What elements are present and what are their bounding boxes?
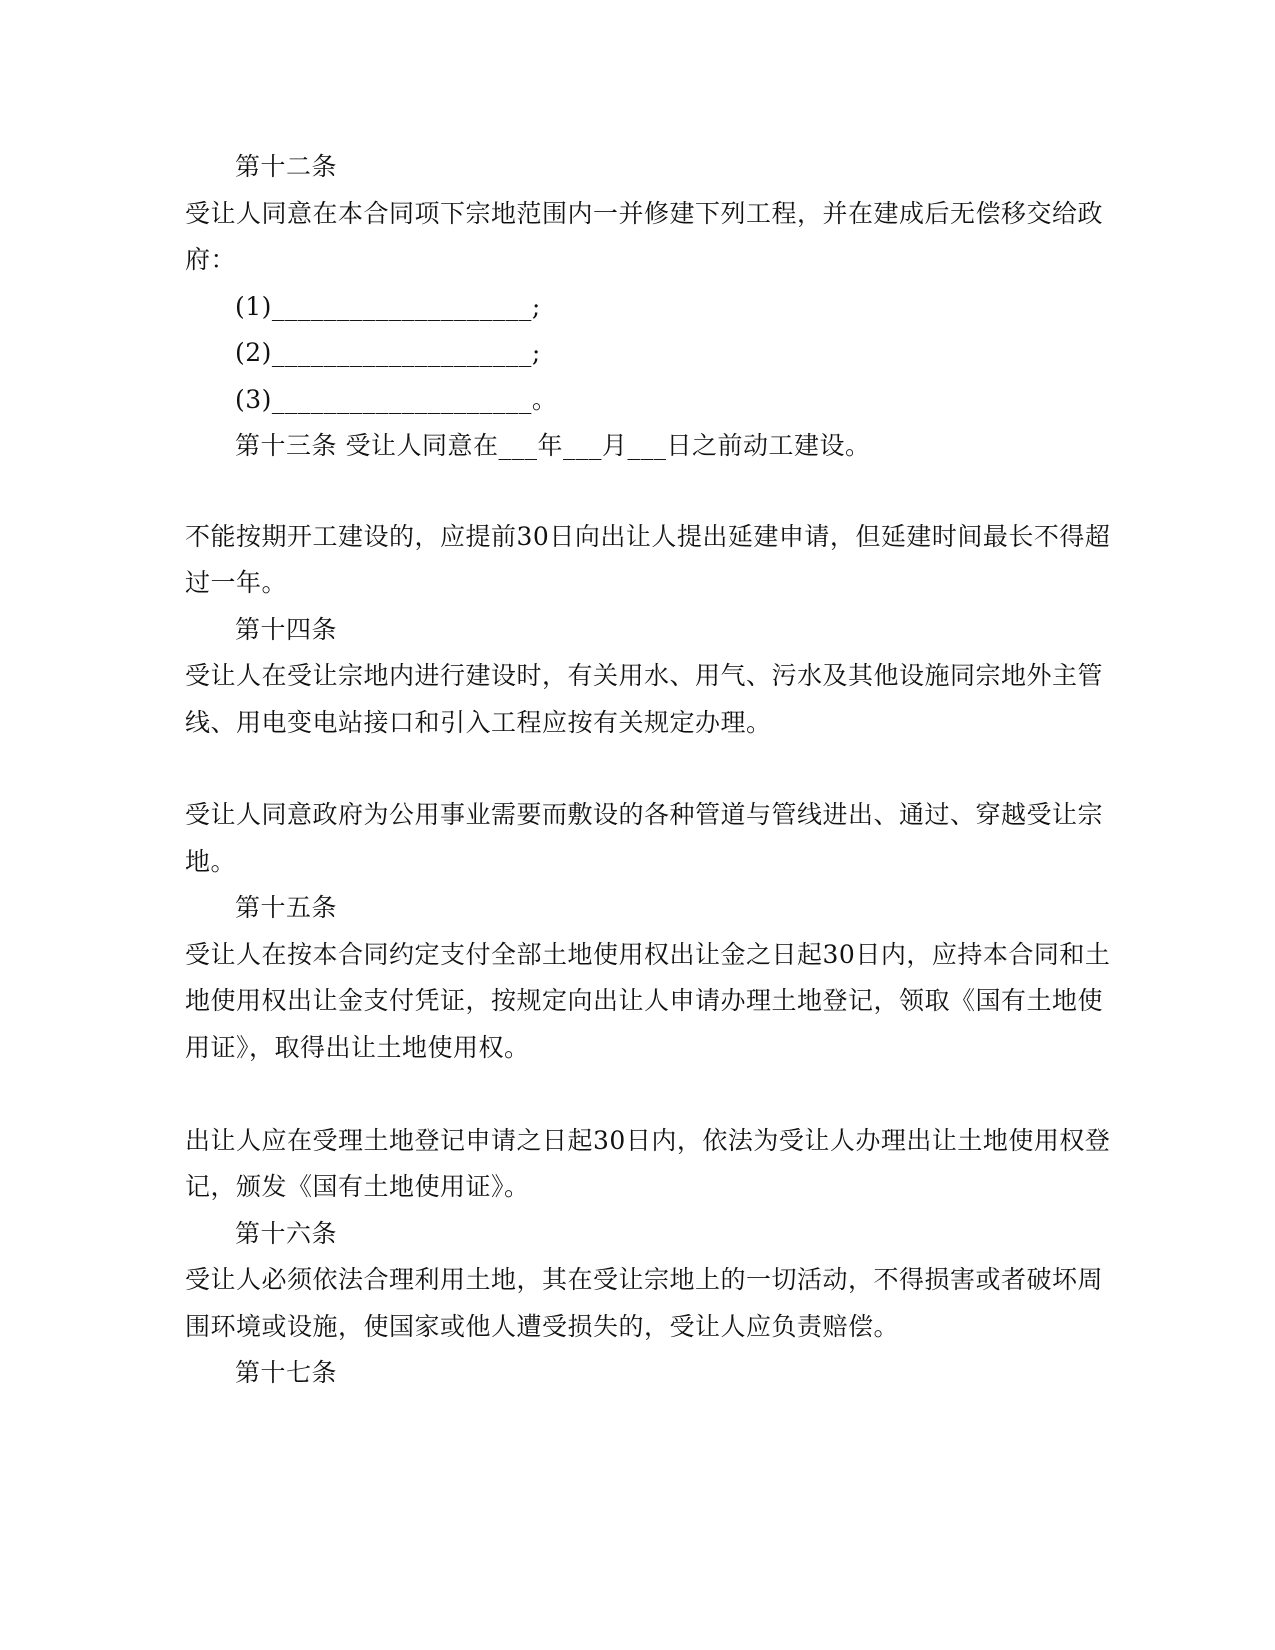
article-14-heading: 第十四条 xyxy=(235,615,338,644)
article-14-p1-line-1: 受让人在受让宗地内进行建设时，有关用水、用气、污水及其他设施同宗地外主管 xyxy=(185,661,1104,690)
article-12-item-3: (3)____________________。 xyxy=(235,385,558,414)
article-12-heading: 第十二条 xyxy=(235,152,338,181)
article-13-line-2: 不能按期开工建设的，应提前30日向出让人提出延建申请，但延建时间最长不得超 xyxy=(185,522,1111,551)
article-12-item-2: (2)____________________; xyxy=(235,338,541,367)
article-15-p1-line-3: 用证》，取得出让土地使用权。 xyxy=(185,1033,530,1062)
article-12-text-line-1: 受让人同意在本合同项下宗地范围内一并修建下列工程，并在建成后无偿移交给政 xyxy=(185,199,1104,228)
article-12-text-line-2: 府： xyxy=(185,245,237,274)
article-15-p2-line-1: 出让人应在受理土地登记申请之日起30日内，依法为受让人办理出让土地使用权登 xyxy=(185,1126,1111,1155)
article-13-line-3: 过一年。 xyxy=(185,568,288,597)
article-15-p1-line-1: 受让人在按本合同约定支付全部土地使用权出让金之日起30日内，应持本合同和土 xyxy=(185,940,1111,969)
article-14-p2-line-2: 地。 xyxy=(185,847,237,876)
article-16-line-2: 围环境或设施，使国家或他人遭受损失的，受让人应负责赔偿。 xyxy=(185,1312,900,1341)
article-16-line-1: 受让人必须依法合理利用土地，其在受让宗地上的一切活动，不得损害或者破坏周 xyxy=(185,1265,1104,1294)
article-14-p2-line-1: 受让人同意政府为公用事业需要而敷设的各种管道与管线进出、通过、穿越受让宗 xyxy=(185,800,1104,829)
article-15-p2-line-2: 记，颁发《国有土地使用证》。 xyxy=(185,1172,530,1201)
article-16-heading: 第十六条 xyxy=(235,1219,338,1248)
article-12-item-1: (1)____________________; xyxy=(235,292,541,321)
article-14-p1-line-2: 线、用电变电站接口和引入工程应按有关规定办理。 xyxy=(185,708,772,737)
article-15-p1-line-2: 地使用权出让金支付凭证，按规定向出让人申请办理土地登记，领取《国有土地使 xyxy=(185,986,1104,1015)
article-17-heading: 第十七条 xyxy=(235,1358,338,1387)
article-13-line-1: 第十三条 受让人同意在___年___月___日之前动工建设。 xyxy=(235,431,871,460)
article-15-heading: 第十五条 xyxy=(235,893,338,922)
